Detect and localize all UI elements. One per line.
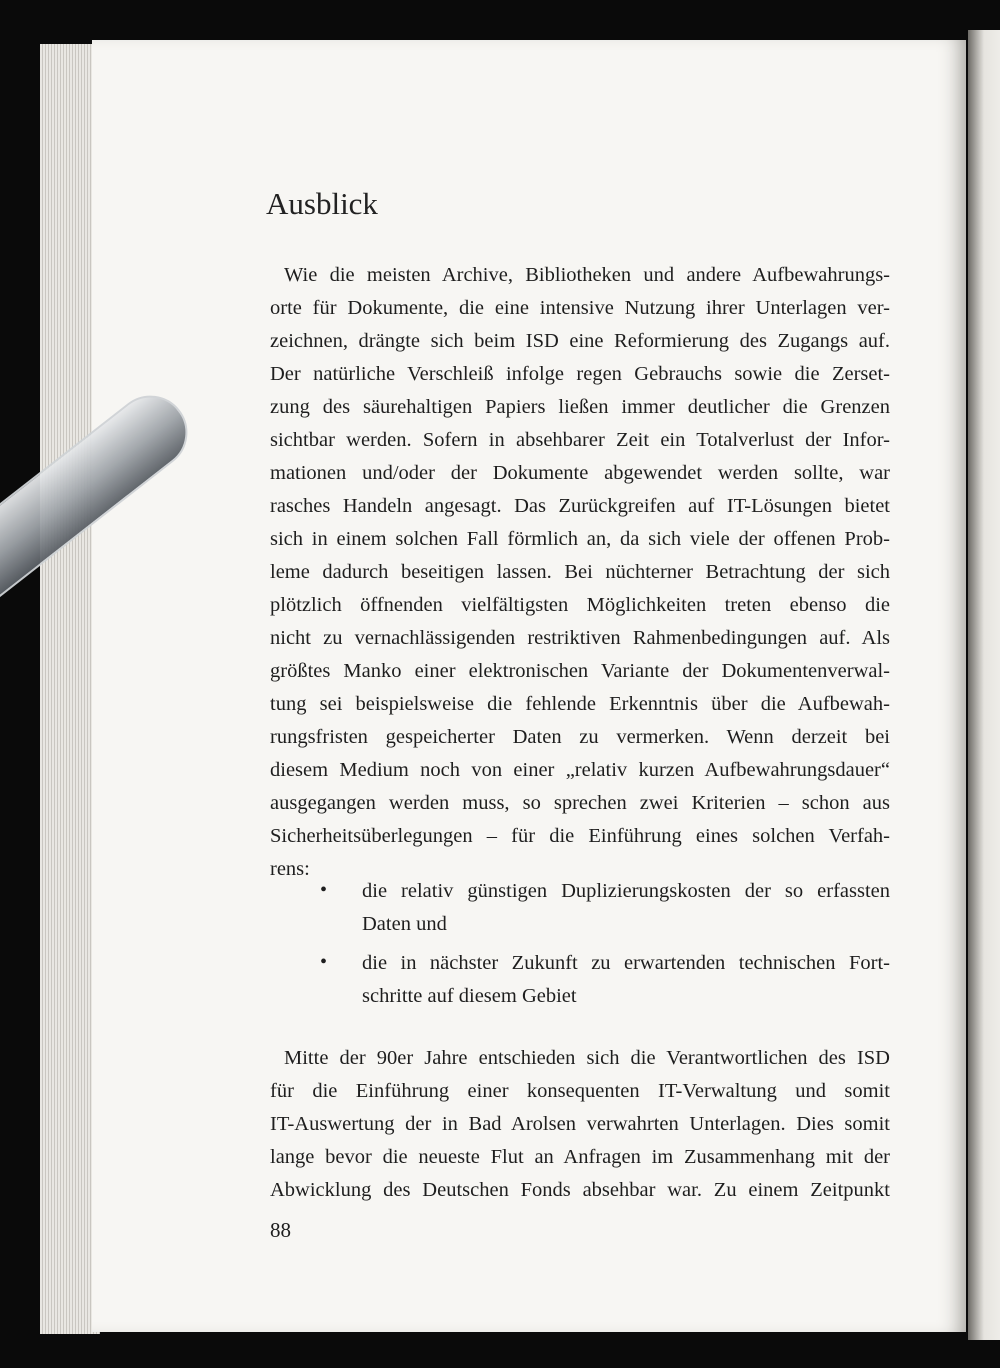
text-line: Wie die meisten Archive, Bibliotheken und andere Aufbewahrungs- bbox=[284, 264, 890, 286]
text-line: diesem Medium noch von einer „relativ kurzen Aufbewahrungsdauer“ bbox=[270, 759, 890, 781]
text-line: sich in einem solchen Fall förmlich an, da sich viele der offenen Prob- bbox=[270, 528, 890, 550]
bullet-text-line: die in nächster Zukunft zu erwartenden technischen Fort- bbox=[362, 952, 890, 974]
text-line: Abwicklung des Deutschen Fonds absehbar war. Zu einem Zeitpunkt bbox=[270, 1179, 890, 1201]
bullet-text-line: Daten und bbox=[362, 913, 447, 935]
text-line: größtes Manko einer elektronischen Variante der Dokumentenverwal- bbox=[270, 660, 890, 682]
text-line: orte für Dokumente, die eine intensive Nutzung ihrer Unterlagen ver- bbox=[270, 297, 890, 319]
text-line: sichtbar werden. Sofern in absehbarer Zeit ein Totalverlust der Infor- bbox=[270, 429, 890, 451]
text-line: zeichnen, drängte sich beim ISD eine Reformierung des Zugangs auf. bbox=[270, 330, 890, 352]
text-line: nicht zu vernachlässigenden restriktiven Rahmenbedingungen auf. Als bbox=[270, 627, 890, 649]
bullet-text-line: schritte auf diesem Gebiet bbox=[362, 985, 577, 1007]
book-page bbox=[92, 40, 966, 1332]
text-line: lange bevor die neueste Flut an Anfragen im Zusammenhang mit der bbox=[270, 1146, 890, 1168]
text-line: rasches Handeln angesagt. Das Zurückgreifen auf IT-Lösungen bietet bbox=[270, 495, 890, 517]
text-line: Der natürliche Verschleiß infolge regen Gebrauchs sowie die Zerset- bbox=[270, 363, 890, 385]
text-line: für die Einführung einer konsequenten IT-Verwaltung und somit bbox=[270, 1080, 890, 1102]
text-line: mationen und/oder der Dokumente abgewendet werden sollte, war bbox=[270, 462, 890, 484]
page-number: 88 bbox=[270, 1218, 291, 1242]
facing-page-edge bbox=[968, 30, 1000, 1340]
text-line: Sicherheitsüberlegungen – für die Einführung eines solchen Verfah- bbox=[270, 825, 890, 847]
text-line: tung sei beispielsweise die fehlende Erkenntnis über die Aufbewah- bbox=[270, 693, 890, 715]
text-line: Mitte der 90er Jahre entschieden sich die Verantwortlichen des ISD bbox=[284, 1047, 890, 1069]
bullet-icon: • bbox=[320, 879, 328, 901]
text-line: IT-Auswertung der in Bad Arolsen verwahrten Unterlagen. Dies somit bbox=[270, 1113, 890, 1135]
text-line: ausgegangen werden muss, so sprechen zwei Kriterien – schon aus bbox=[270, 792, 890, 814]
text-line: plötzlich öffnenden vielfältigsten Möglichkeiten treten ebenso die bbox=[270, 594, 890, 616]
text-line: rungsfristen gespeicherter Daten zu vermerken. Wenn derzeit bei bbox=[270, 726, 890, 748]
bullet-text-line: die relativ günstigen Duplizierungskosten der so erfassten bbox=[362, 880, 890, 902]
text-line: leme dadurch beseitigen lassen. Bei nüchterner Betrachtung der sich bbox=[270, 561, 890, 583]
text-line: zung des säurehaltigen Papiers ließen immer deutlicher die Grenzen bbox=[270, 396, 890, 418]
section-heading: Ausblick bbox=[266, 186, 378, 221]
page-edges bbox=[40, 44, 100, 1334]
bullet-icon: • bbox=[320, 951, 328, 973]
text-line: rens: bbox=[270, 858, 310, 880]
